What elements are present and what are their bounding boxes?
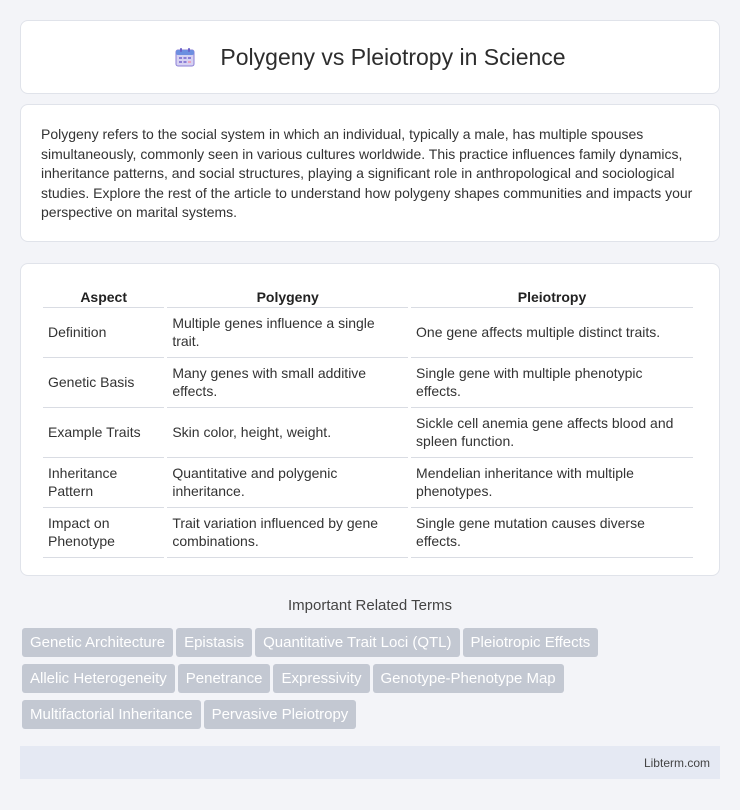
table-cell: Multiple genes influence a single trait. [167,308,408,358]
header-polygeny: Polygeny [167,286,408,308]
related-term-tag[interactable]: Genetic Architecture [22,628,173,657]
footer-site-link[interactable]: Libterm.com [643,756,710,770]
header-aspect: Aspect [43,286,164,308]
related-term-tag[interactable]: Expressivity [273,664,369,693]
table-cell: Sickle cell anemia gene affects blood and spleen function. [411,408,693,458]
table-cell: Genetic Basis [43,358,164,408]
related-term-tag[interactable]: Pleiotropic Effects [463,628,599,657]
table-cell: Definition [43,308,164,358]
calendar-icon [174,46,196,68]
related-term-tag[interactable]: Multifactorial Inheritance [22,700,201,729]
intro-text: Polygeny refers to the social system in which an individual, typically a male, has multiple spouses simultaneously, commonly seen in various cultures worldwide. This practice influences family dynamics, inheritance patterns, and social structures, playing a significant role in anthropological and sociological studies. Explore the rest of the article to understand how polygeny shapes communities and impacts your perspective on marital systems. [41,126,693,220]
table-row [43,458,693,508]
table-cell: Trait variation influenced by gene combinations. [167,508,408,558]
table-row [43,308,693,358]
related-terms-heading: Important Related Terms [288,597,452,614]
table-row [43,408,693,458]
table-cell: Skin color, height, weight. [167,408,408,458]
page-title: Polygeny vs Pleiotropy in Science [220,43,566,70]
related-term-tag[interactable]: Epistasis [176,628,252,657]
table-cell: Example Traits [43,408,164,458]
related-term-tag[interactable]: Penetrance [178,664,271,693]
table-cell: One gene affects multiple distinct traits. [411,308,693,358]
footer [20,746,720,779]
table-row [43,508,693,558]
table-row [43,358,693,408]
comparison-table [40,286,696,558]
table-cell: Single gene mutation causes diverse effects. [411,508,693,558]
related-term-tag[interactable]: Quantitative Trait Loci (QTL) [255,628,459,657]
related-term-tag[interactable]: Pervasive Pleiotropy [204,700,357,729]
header-pleiotropy: Pleiotropy [411,286,693,308]
related-term-tag[interactable]: Allelic Heterogeneity [22,664,175,693]
title-card [20,20,720,94]
table-header-row [43,286,693,308]
table-cell: Single gene with multiple phenotypic effects. [411,358,693,408]
table-cell: Mendelian inheritance with multiple phenotypes. [411,458,693,508]
intro-card [20,104,720,242]
comparison-table-card [20,263,720,576]
related-term-tag[interactable]: Genotype-Phenotype Map [373,664,564,693]
table-cell: Many genes with small additive effects. [167,358,408,408]
table-cell: Inheritance Pattern [43,458,164,508]
table-cell: Quantitative and polygenic inheritance. [167,458,408,508]
related-terms-list [22,628,722,736]
table-cell: Impact on Phenotype [43,508,164,558]
